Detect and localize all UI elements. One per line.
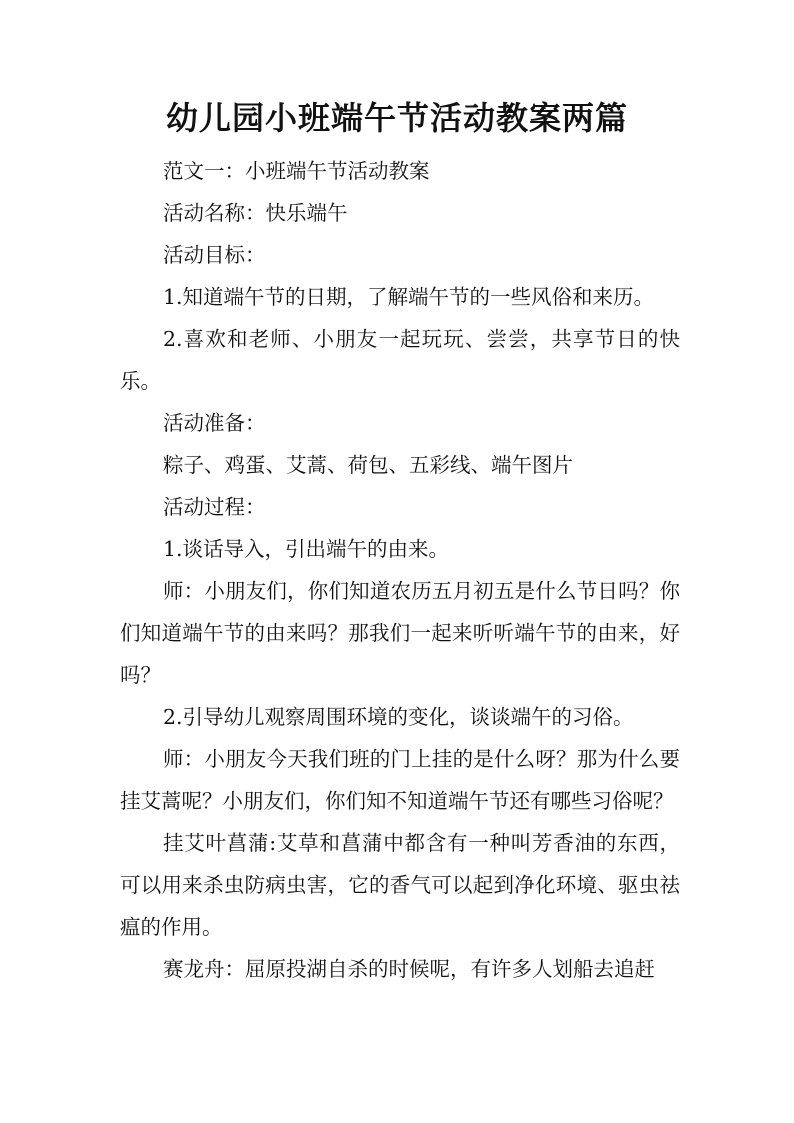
paragraph-teacher-question-2: 师：小朋友今天我们班的门上挂的是什么呀？那为什么要挂艾蒿呢？小朋友们，你们知不知道端午节还有哪些习俗呢？ — [120, 747, 680, 813]
paragraph-preparation-heading: 活动准备： — [163, 411, 266, 435]
paragraph-step-2: 2.引导幼儿观察周围环境的变化，谈谈端午的习俗。 — [163, 705, 634, 729]
paragraph-custom-mugwort: 挂艾叶菖蒲:艾草和菖蒲中都含有一种叫芳香油的东西，可以用来杀虫防病虫害，它的香气可以起到净化环境、驱虫祛瘟的作用。 — [120, 831, 680, 939]
paragraph-activity-name: 活动名称：快乐端午 — [163, 201, 348, 225]
paragraph-custom-dragon-boat: 赛龙舟：屈原投湖自杀的时候呢，有许多人划船去追赶 — [163, 957, 655, 981]
paragraph-goal-2: 2.喜欢和老师、小朋友一起玩玩、尝尝，共享节日的快乐。 — [120, 327, 680, 393]
paragraph-heading-sample-one: 范文一：小班端午节活动教案 — [163, 159, 430, 183]
paragraph-preparation-items: 粽子、鸡蛋、艾蒿、荷包、五彩线、端午图片 — [163, 453, 573, 477]
document-title: 幼儿园小班端午节活动教案两篇 — [165, 99, 628, 137]
paragraph-teacher-question-1: 师：小朋友们，你们知道农历五月初五是什么节日吗？你们知道端午节的由来吗？那我们一起来听听端午节的由来，好吗？ — [120, 579, 680, 687]
paragraph-goal-1: 1.知道端午节的日期，了解端午节的一些风俗和来历。 — [163, 285, 655, 309]
document-body — [120, 150, 680, 990]
paragraph-goals-heading: 活动目标： — [163, 243, 266, 267]
paragraph-process-heading: 活动过程： — [163, 495, 266, 519]
paragraph-step-1: 1.谈话导入，引出端午的由来。 — [163, 537, 450, 561]
